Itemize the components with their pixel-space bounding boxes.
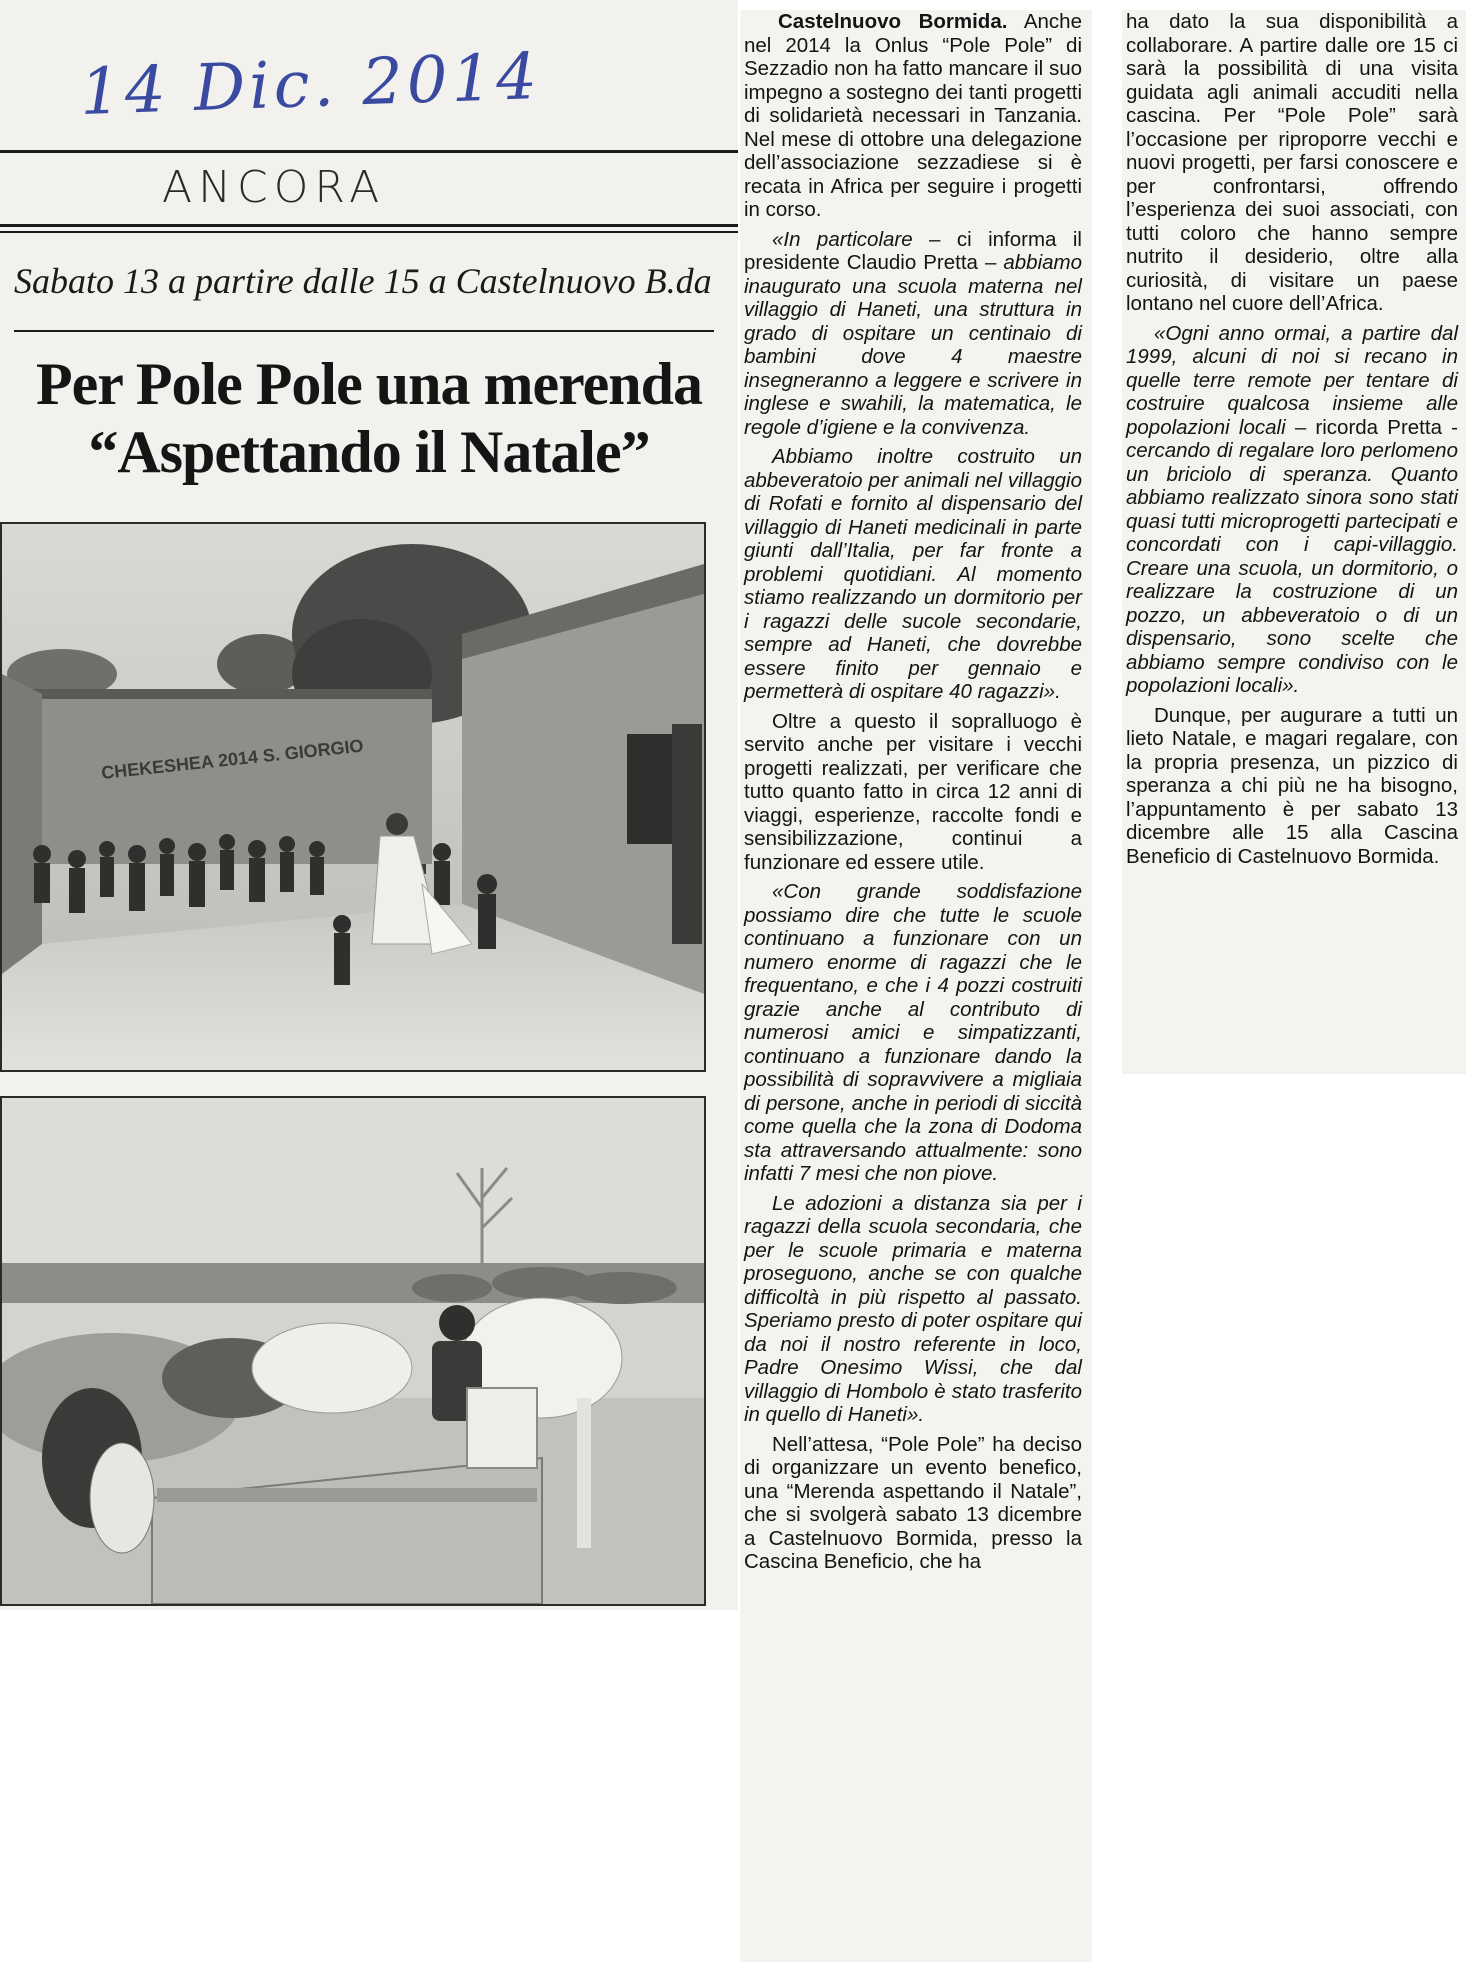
- paragraph-2: «In particolare – ci informa il presidente Claudio Pretta – abbiamo inaugurato una scuola materna nel villaggio di Haneti, una struttura in grado di ospitare un centinaio di bambini dove 4 maestre insegneranno a leggere e scrivere in inglese e swahili, la matematica, le regole d’igiene e la convivenza.: [744, 227, 1082, 439]
- wall-sign-text: CHEKESHEA 2014 S. GIORGIO: [100, 735, 365, 783]
- paragraph-1: Castelnuovo Bormida. Anche nel 2014 la Onlus “Pole Pole” di Sezzadio non ha fatto mancare il suo impegno a sostegno dei tanti progetti di solidarietà necessari in Tanzania. Nel mese di ottobre una delegazione dell’associazione sezzadiese si è recata in Africa per seguire i progetti in corso.: [744, 10, 1082, 221]
- article-title: [0, 350, 738, 486]
- school-courtyard-illustration: [2, 524, 704, 1070]
- paragraph-7: Nell’attesa, “Pole Pole” ha deciso di organizzare un evento benefico, una “Merenda aspettando il Natale”, che si svolgerà sabato 13 dicembre a Castelnuovo Bormida, presso la Cascina Beneficio, che ha: [744, 1432, 1082, 1573]
- paragraph-6: Le adozioni a distanza sia per i ragazzi della scuola secondaria, che per le scuole primaria e materna proseguono, anche se con qualche difficoltà in più rispetto al passato. Speriamo presto di poter ospitare qui da noi il nostro referente in loco, Padre Onesimo Wissi, che dal villaggio di Hombolo è stato trasferito in quello di Haneti».: [744, 1191, 1082, 1426]
- title-line-2: “Aspettando il Natale”: [88, 419, 650, 485]
- handwritten-date: 14 Dic. 2014: [78, 39, 543, 131]
- paragraph-9: «Ogni anno ormai, a partire dal 1999, alcuni di noi si recano in quelle terre remote per tentare di costruire qualcosa insieme alle popolazioni locali – ricorda Pretta - cercando di regalare loro perlomeno un briciolo di speranza. Quanto abbiamo realizzato sinora sono stati quasi tutti microprogetti partecipati e concordati con i capi-villaggio. Creare una scuola, un dormitorio, o realizzare la costruzione di un pozzo, un abbeveratoio o di un dispensario, sono scelte che abbiamo sempre condiviso con le popolazioni locali».: [1126, 321, 1458, 697]
- article-column-2: [1122, 10, 1466, 1074]
- title-line-1: Per Pole Pole una merenda: [36, 351, 702, 417]
- paragraph-8: ha dato la sua disponibilità a collaborare. A partire dalle ore 15 ci sarà la possibilità di una visita guidata agli animali accuditi nella cascina. Per “Pole Pole” sarà l’occasione per riproporre vecchi e nuovi progetti, per farsi conoscere e per confrontarsi, offrendo l’esperienza dei suoi associati, con tutti coloro che hanno sempre nutrito il desiderio, oltre alla curiosità, di visitare un paese lontano nel cuore dell’Africa.: [1126, 10, 1458, 315]
- top-rule: [0, 150, 738, 153]
- article-column-1: [740, 10, 1092, 1962]
- paragraph-10: Dunque, per augurare a tutti un lieto Natale, e magari regalare, con la propria presenza, un pizzico di speranza a chi più ne ha bisogno, l’appuntamento è per sabato 13 dicembre alle 15 alla Cascina Beneficio di Castelnuovo Bormida.: [1126, 703, 1458, 868]
- dateline: Castelnuovo Bormida.: [778, 10, 1008, 33]
- handwritten-source: ANCORA: [162, 162, 386, 213]
- paragraph-5: «Con grande soddisfazione possiamo dire che tutte le scuole continuano a funzionare con un numero enorme di ragazzi che le frequentano, e che i 4 pozzi costruiti grazie anche al contributo di numerosi amici e simpatizzanti, continuano a funzionare dando la possibilità di sopravvivere a migliaia di persone, anche in periodi di siccità come quella che la zona di Dodoma sta attraversando attualmente: sono infatti 7 mesi che non piove.: [744, 880, 1082, 1185]
- paragraph-3: Abbiamo inoltre costruito un abbeveratoio per animali nel villaggio di Rofati e fornito al dispensario del villaggio di Haneti medicinali in parte giunti dall’Italia, per far fronte a problemi quotidiani. Al momento stiamo realizzando un dormitorio per i ragazzi delle sucole secondarie, sempre ad Haneti, che dovrebbe essere finito per gennaio e permetterà di ospitare 40 ragazzi».: [744, 445, 1082, 703]
- article-kicker: Sabato 13 a partire dalle 15 a Castelnuovo B.da: [14, 261, 712, 301]
- header-rule-top: [0, 224, 738, 227]
- photo-school-courtyard: [0, 522, 706, 1072]
- cattle-trough-illustration: [2, 1098, 704, 1604]
- photo-cattle-trough: [0, 1096, 706, 1606]
- kicker-rule: [14, 330, 714, 332]
- paragraph-4: Oltre a questo il sopralluogo è servito anche per visitare i vecchi progetti realizzati, per verificare che tutto quanto fatto in circa 12 anni di viaggi, esperienze, raccolte fondi e sensibilizzazione, continui a funzionare ed essere utile.: [744, 709, 1082, 874]
- header-rule-bottom: [0, 231, 738, 233]
